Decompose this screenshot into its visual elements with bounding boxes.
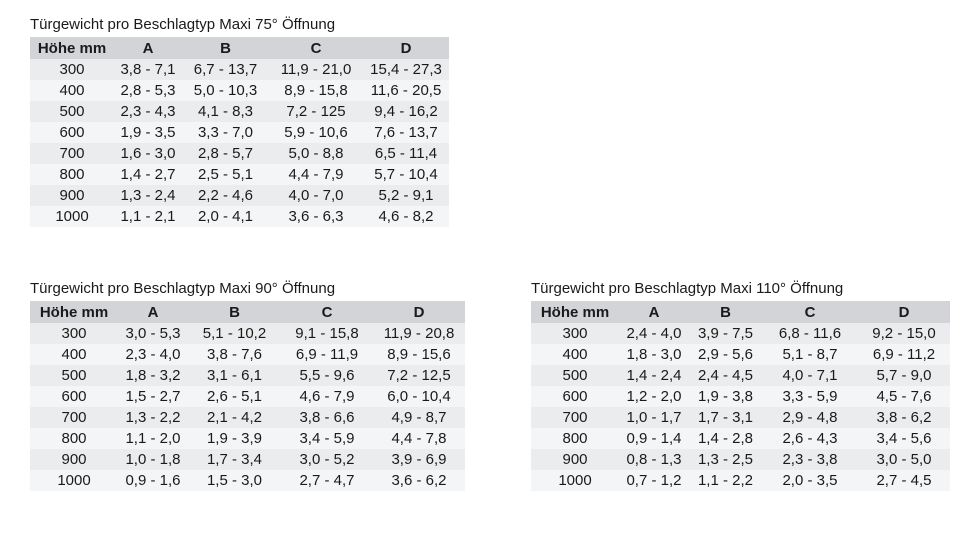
weight-range-cell: 1,9 - 3,9 (188, 428, 281, 449)
column-header-height: Höhe mm (531, 301, 619, 323)
weight-range-cell: 3,4 - 5,6 (858, 428, 950, 449)
column-header-type: D (363, 37, 449, 59)
table-row (30, 185, 449, 206)
column-header-height: Höhe mm (30, 37, 114, 59)
weight-range-cell: 4,0 - 7,0 (269, 185, 363, 206)
table-row (30, 386, 465, 407)
height-cell: 700 (30, 143, 114, 164)
weight-range-cell: 2,1 - 4,2 (188, 407, 281, 428)
weight-range-cell: 2,3 - 3,8 (762, 449, 858, 470)
table-row (30, 206, 449, 227)
weight-range-cell: 3,0 - 5,0 (858, 449, 950, 470)
table-row (30, 323, 465, 344)
column-header-type: A (118, 301, 188, 323)
height-cell: 800 (30, 164, 114, 185)
weight-range-cell: 5,1 - 8,7 (762, 344, 858, 365)
table-row (30, 428, 465, 449)
weight-range-cell: 3,0 - 5,3 (118, 323, 188, 344)
table-block-110 (531, 280, 950, 491)
height-cell: 300 (531, 323, 619, 344)
weight-range-cell: 9,1 - 15,8 (281, 323, 373, 344)
weight-range-cell: 3,9 - 6,9 (373, 449, 465, 470)
height-cell: 800 (531, 428, 619, 449)
height-cell: 1000 (30, 470, 118, 491)
header-row (30, 37, 449, 59)
weight-range-cell: 1,8 - 3,2 (118, 365, 188, 386)
height-cell: 900 (30, 185, 114, 206)
weight-range-cell: 4,6 - 8,2 (363, 206, 449, 227)
weight-range-cell: 1,1 - 2,2 (689, 470, 762, 491)
table-title: Türgewicht pro Beschlagtyp Maxi 110° Öffnung (531, 280, 844, 297)
weight-range-cell: 2,8 - 5,3 (114, 80, 182, 101)
table-row (30, 407, 465, 428)
weight-table (30, 37, 449, 227)
weight-range-cell: 5,1 - 10,2 (188, 323, 281, 344)
weight-range-cell: 9,4 - 16,2 (363, 101, 449, 122)
weight-range-cell: 1,4 - 2,8 (689, 428, 762, 449)
weight-range-cell: 2,5 - 5,1 (182, 164, 269, 185)
weight-range-cell: 1,7 - 3,1 (689, 407, 762, 428)
weight-range-cell: 1,9 - 3,8 (689, 386, 762, 407)
weight-range-cell: 3,3 - 5,9 (762, 386, 858, 407)
table-row (30, 122, 449, 143)
weight-range-cell: 0,9 - 1,6 (118, 470, 188, 491)
weight-range-cell: 1,5 - 2,7 (118, 386, 188, 407)
weight-range-cell: 3,8 - 7,6 (188, 344, 281, 365)
weight-range-cell: 2,3 - 4,3 (114, 101, 182, 122)
weight-range-cell: 5,0 - 8,8 (269, 143, 363, 164)
weight-range-cell: 6,8 - 11,6 (762, 323, 858, 344)
column-header-type: D (858, 301, 950, 323)
header-row (531, 301, 950, 323)
weight-range-cell: 15,4 - 27,3 (363, 59, 449, 80)
weight-range-cell: 2,6 - 5,1 (188, 386, 281, 407)
weight-range-cell: 9,2 - 15,0 (858, 323, 950, 344)
column-header-type: C (281, 301, 373, 323)
weight-range-cell: 1,1 - 2,1 (114, 206, 182, 227)
height-cell: 1000 (30, 206, 114, 227)
column-header-type: D (373, 301, 465, 323)
weight-range-cell: 1,0 - 1,8 (118, 449, 188, 470)
weight-range-cell: 4,0 - 7,1 (762, 365, 858, 386)
weight-range-cell: 11,9 - 21,0 (269, 59, 363, 80)
weight-range-cell: 1,6 - 3,0 (114, 143, 182, 164)
column-header-type: C (762, 301, 858, 323)
weight-table (30, 301, 465, 491)
height-cell: 400 (30, 80, 114, 101)
table-row (30, 101, 449, 122)
table-row (30, 470, 465, 491)
weight-range-cell: 2,8 - 5,7 (182, 143, 269, 164)
weight-range-cell: 1,4 - 2,7 (114, 164, 182, 185)
weight-range-cell: 2,0 - 4,1 (182, 206, 269, 227)
weight-range-cell: 6,9 - 11,2 (858, 344, 950, 365)
table-row (30, 365, 465, 386)
height-cell: 600 (30, 122, 114, 143)
weight-range-cell: 7,2 - 125 (269, 101, 363, 122)
column-header-type: B (689, 301, 762, 323)
table-row (30, 80, 449, 101)
weight-range-cell: 5,9 - 10,6 (269, 122, 363, 143)
column-header-type: B (182, 37, 269, 59)
weight-range-cell: 0,9 - 1,4 (619, 428, 689, 449)
weight-range-cell: 3,3 - 7,0 (182, 122, 269, 143)
weight-range-cell: 11,6 - 20,5 (363, 80, 449, 101)
weight-range-cell: 0,7 - 1,2 (619, 470, 689, 491)
column-header-type: A (114, 37, 182, 59)
table-title: Türgewicht pro Beschlagtyp Maxi 90° Öffnung (30, 280, 336, 297)
weight-range-cell: 2,7 - 4,5 (858, 470, 950, 491)
height-cell: 500 (30, 101, 114, 122)
column-header-height: Höhe mm (30, 301, 118, 323)
weight-range-cell: 1,9 - 3,5 (114, 122, 182, 143)
height-cell: 300 (30, 323, 118, 344)
weight-range-cell: 2,4 - 4,5 (689, 365, 762, 386)
weight-range-cell: 8,9 - 15,8 (269, 80, 363, 101)
weight-range-cell: 3,6 - 6,2 (373, 470, 465, 491)
table-row (531, 470, 950, 491)
table-row (30, 59, 449, 80)
weight-range-cell: 2,3 - 4,0 (118, 344, 188, 365)
height-cell: 400 (30, 344, 118, 365)
weight-range-cell: 3,9 - 7,5 (689, 323, 762, 344)
weight-range-cell: 8,9 - 15,6 (373, 344, 465, 365)
height-cell: 500 (30, 365, 118, 386)
weight-table (531, 301, 950, 491)
weight-range-cell: 3,4 - 5,9 (281, 428, 373, 449)
weight-range-cell: 4,4 - 7,8 (373, 428, 465, 449)
height-cell: 800 (30, 428, 118, 449)
table-block-75 (30, 16, 449, 227)
height-cell: 1000 (531, 470, 619, 491)
table-row (30, 164, 449, 185)
header-row (30, 301, 465, 323)
weight-range-cell: 1,5 - 3,0 (188, 470, 281, 491)
table-title: Türgewicht pro Beschlagtyp Maxi 75° Öffnung (30, 16, 336, 33)
weight-range-cell: 4,5 - 7,6 (858, 386, 950, 407)
weight-range-cell: 1,0 - 1,7 (619, 407, 689, 428)
height-cell: 600 (30, 386, 118, 407)
weight-range-cell: 3,0 - 5,2 (281, 449, 373, 470)
column-header-type: C (269, 37, 363, 59)
weight-range-cell: 0,8 - 1,3 (619, 449, 689, 470)
weight-range-cell: 2,0 - 3,5 (762, 470, 858, 491)
height-cell: 500 (531, 365, 619, 386)
weight-range-cell: 4,6 - 7,9 (281, 386, 373, 407)
weight-range-cell: 7,6 - 13,7 (363, 122, 449, 143)
weight-range-cell: 2,6 - 4,3 (762, 428, 858, 449)
weight-range-cell: 1,3 - 2,5 (689, 449, 762, 470)
weight-range-cell: 4,1 - 8,3 (182, 101, 269, 122)
weight-range-cell: 6,7 - 13,7 (182, 59, 269, 80)
weight-range-cell: 1,7 - 3,4 (188, 449, 281, 470)
weight-range-cell: 3,6 - 6,3 (269, 206, 363, 227)
table-row (30, 449, 465, 470)
height-cell: 900 (531, 449, 619, 470)
height-cell: 900 (30, 449, 118, 470)
weight-range-cell: 5,7 - 10,4 (363, 164, 449, 185)
table-row (531, 323, 950, 344)
table-row (531, 365, 950, 386)
weight-range-cell: 5,2 - 9,1 (363, 185, 449, 206)
weight-range-cell: 2,2 - 4,6 (182, 185, 269, 206)
height-cell: 700 (30, 407, 118, 428)
height-cell: 700 (531, 407, 619, 428)
weight-range-cell: 2,4 - 4,0 (619, 323, 689, 344)
weight-range-cell: 1,2 - 2,0 (619, 386, 689, 407)
table-block-90 (30, 280, 465, 491)
weight-range-cell: 7,2 - 12,5 (373, 365, 465, 386)
weight-range-cell: 4,4 - 7,9 (269, 164, 363, 185)
table-row (531, 386, 950, 407)
weight-range-cell: 6,9 - 11,9 (281, 344, 373, 365)
weight-range-cell: 6,5 - 11,4 (363, 143, 449, 164)
table-row (30, 143, 449, 164)
weight-range-cell: 2,9 - 4,8 (762, 407, 858, 428)
weight-range-cell: 3,8 - 6,2 (858, 407, 950, 428)
weight-range-cell: 2,9 - 5,6 (689, 344, 762, 365)
weight-range-cell: 1,8 - 3,0 (619, 344, 689, 365)
weight-range-cell: 3,1 - 6,1 (188, 365, 281, 386)
weight-range-cell: 5,5 - 9,6 (281, 365, 373, 386)
weight-range-cell: 1,3 - 2,4 (114, 185, 182, 206)
weight-range-cell: 1,1 - 2,0 (118, 428, 188, 449)
weight-range-cell: 5,0 - 10,3 (182, 80, 269, 101)
weight-range-cell: 3,8 - 7,1 (114, 59, 182, 80)
table-row (531, 407, 950, 428)
weight-range-cell: 1,3 - 2,2 (118, 407, 188, 428)
weight-range-cell: 3,8 - 6,6 (281, 407, 373, 428)
table-row (531, 428, 950, 449)
weight-range-cell: 5,7 - 9,0 (858, 365, 950, 386)
column-header-type: B (188, 301, 281, 323)
height-cell: 400 (531, 344, 619, 365)
height-cell: 300 (30, 59, 114, 80)
weight-range-cell: 4,9 - 8,7 (373, 407, 465, 428)
weight-range-cell: 11,9 - 20,8 (373, 323, 465, 344)
weight-range-cell: 6,0 - 10,4 (373, 386, 465, 407)
weight-range-cell: 2,7 - 4,7 (281, 470, 373, 491)
height-cell: 600 (531, 386, 619, 407)
table-row (531, 449, 950, 470)
weight-range-cell: 1,4 - 2,4 (619, 365, 689, 386)
column-header-type: A (619, 301, 689, 323)
table-row (531, 344, 950, 365)
table-row (30, 344, 465, 365)
